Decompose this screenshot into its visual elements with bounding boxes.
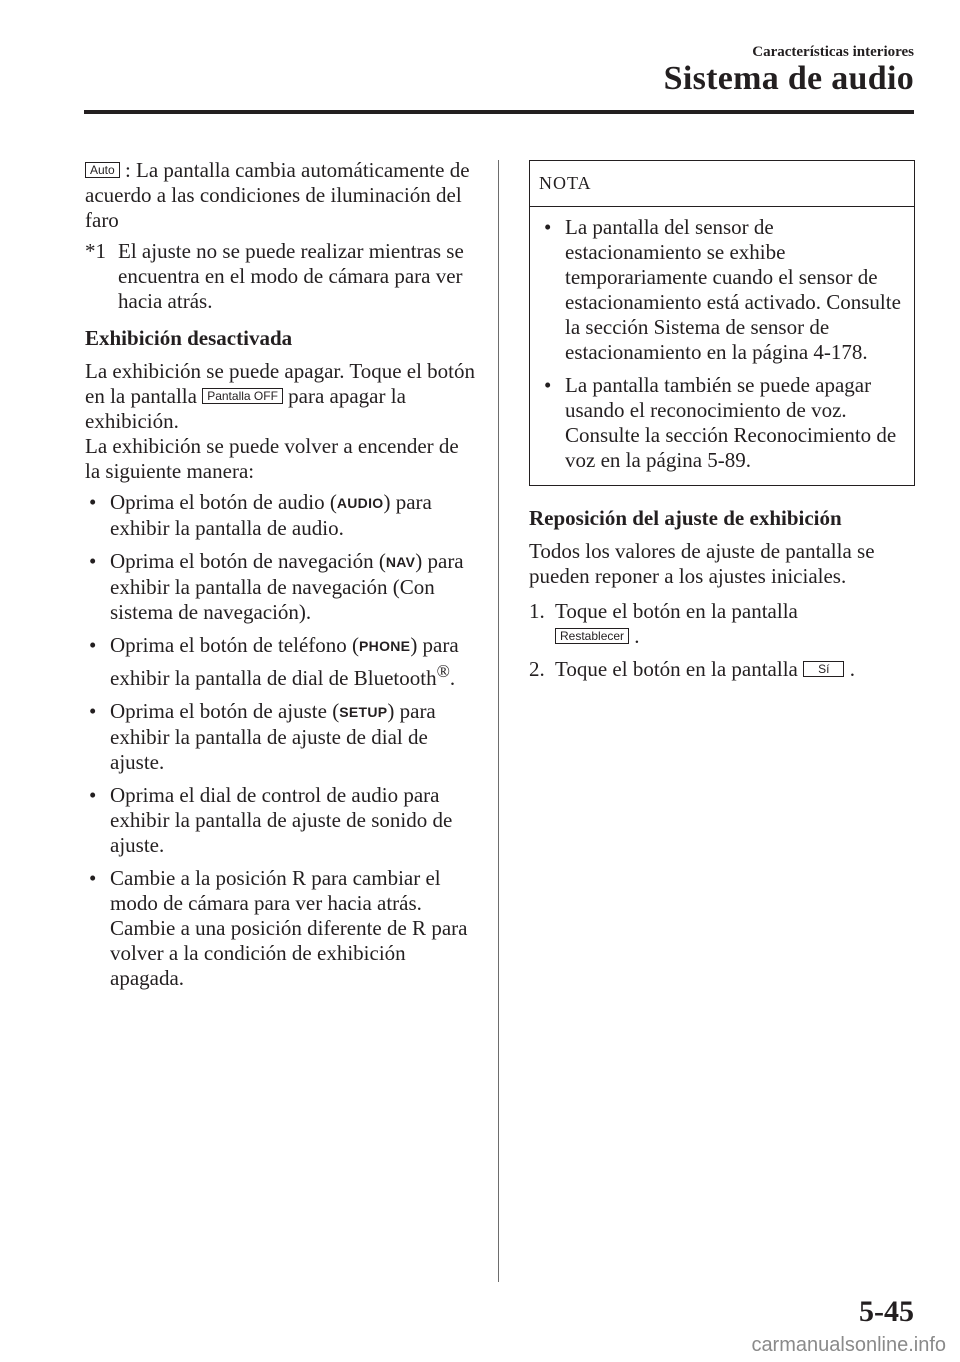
note-text: La pantalla del sensor de estacionamiento se exhibe temporariamente cuando el sensor de estacionamiento está activado. Consulte la sección Sistema de sensor de estacionamiento en la página 4-178. xyxy=(565,215,901,364)
list-item xyxy=(529,599,915,649)
page-title: Sistema de audio xyxy=(663,60,914,97)
step-text xyxy=(555,657,855,682)
bullet-text: ) para exhibir la pantalla de audio. xyxy=(110,490,432,540)
step-number: 2. xyxy=(529,657,545,681)
section-label: Características interiores xyxy=(752,44,914,60)
bullet-text: Oprima el dial de control de audio para exhibir la pantalla de ajuste de sonido de ajuste. xyxy=(110,783,453,857)
phone-key-icon: PHONE xyxy=(359,638,411,654)
list-item xyxy=(85,490,477,541)
list-item xyxy=(529,657,915,682)
step-text xyxy=(555,599,798,649)
list-item xyxy=(85,549,477,625)
list-item xyxy=(540,373,904,473)
display-off-heading: Exhibición desactivada xyxy=(85,326,293,350)
note-list xyxy=(540,215,904,473)
bullet-text: . xyxy=(449,666,456,690)
bullet-text: Cambie a la posición R para cambiar el modo de cámara para ver hacia atrás. Cambie a una posición diferente de R para volver a la condición de exhibición apagada. xyxy=(110,866,468,990)
page-number: 5-45 xyxy=(859,1295,914,1328)
note-title: NOTA xyxy=(530,161,914,207)
pantalla-off-screen-button: Pantalla OFF xyxy=(202,388,283,404)
si-screen-button: Sí xyxy=(803,661,844,677)
step-instruction: Toque el botón en la pantalla xyxy=(555,657,798,681)
registered-mark: ® xyxy=(436,661,450,681)
display-on-paragraph: La exhibición se puede volver a encender de la siguiente manera: xyxy=(85,434,459,483)
watermark: carmanualsonline.info xyxy=(751,1334,946,1356)
reset-paragraph: Todos los valores de ajuste de pantalla se pueden reponer a los ajustes iniciales. xyxy=(529,539,875,588)
column-divider xyxy=(498,160,499,1282)
list-item xyxy=(85,783,477,858)
nav-key-icon: NAV xyxy=(385,554,416,570)
auto-description-text: : La pantalla cambia automáticamente de acuerdo a las condiciones de iluminación del faro xyxy=(85,158,470,232)
restablecer-screen-button: Restablecer xyxy=(555,628,629,644)
auto-screen-button: Auto xyxy=(85,162,120,178)
step-instruction: Toque el botón en la pantalla xyxy=(555,599,798,623)
step-number: 1. xyxy=(529,599,545,623)
note-box xyxy=(529,160,915,486)
bullet-text: Oprima el botón de ajuste ( xyxy=(110,699,340,723)
display-off-text-a: La exhibición se puede apagar. Toque el botón en la pantalla xyxy=(85,359,476,408)
header-rule xyxy=(84,110,914,114)
list-item xyxy=(85,699,477,775)
bullet-text: Oprima el botón de navegación ( xyxy=(110,549,386,573)
step-end: . xyxy=(849,657,855,681)
display-on-methods-list xyxy=(85,490,477,991)
note-body xyxy=(530,207,914,485)
list-item xyxy=(540,215,904,365)
footnote-mark: *1 xyxy=(85,239,106,263)
right-column xyxy=(529,160,915,690)
reset-steps xyxy=(529,599,915,682)
bullet-text: ) para exhibir la pantalla de navegación (Con sistema de navegación). xyxy=(110,549,464,624)
setup-key-icon: SETUP xyxy=(339,704,388,720)
bullet-text: Oprima el botón de audio ( xyxy=(110,490,337,514)
auto-description xyxy=(85,158,477,233)
bullet-text: ) para exhibir la pantalla de ajuste de dial de ajuste. xyxy=(110,699,436,774)
bullet-text: ) para exhibir la pantalla de dial de Bluetooth xyxy=(110,633,459,690)
left-column xyxy=(85,158,477,999)
note-text: La pantalla también se puede apagar usando el reconocimiento de voz. Consulte la sección Reconocimiento de voz en la página 5-89. xyxy=(565,373,897,472)
display-off-paragraph xyxy=(85,359,477,434)
footnote-text: El ajuste no se puede realizar mientras se encuentra en el modo de cámara para ver hacia atrás. xyxy=(118,239,464,313)
list-item xyxy=(85,866,477,991)
bullet-text: Oprima el botón de teléfono ( xyxy=(110,633,360,657)
list-item xyxy=(85,633,477,691)
audio-key-icon: AUDIO xyxy=(336,495,384,511)
footnote xyxy=(85,239,477,314)
reset-heading: Reposición del ajuste de exhibición xyxy=(529,506,842,530)
step-end: . xyxy=(634,624,640,648)
display-off-text-b: para apagar la exhibición. xyxy=(85,384,406,433)
